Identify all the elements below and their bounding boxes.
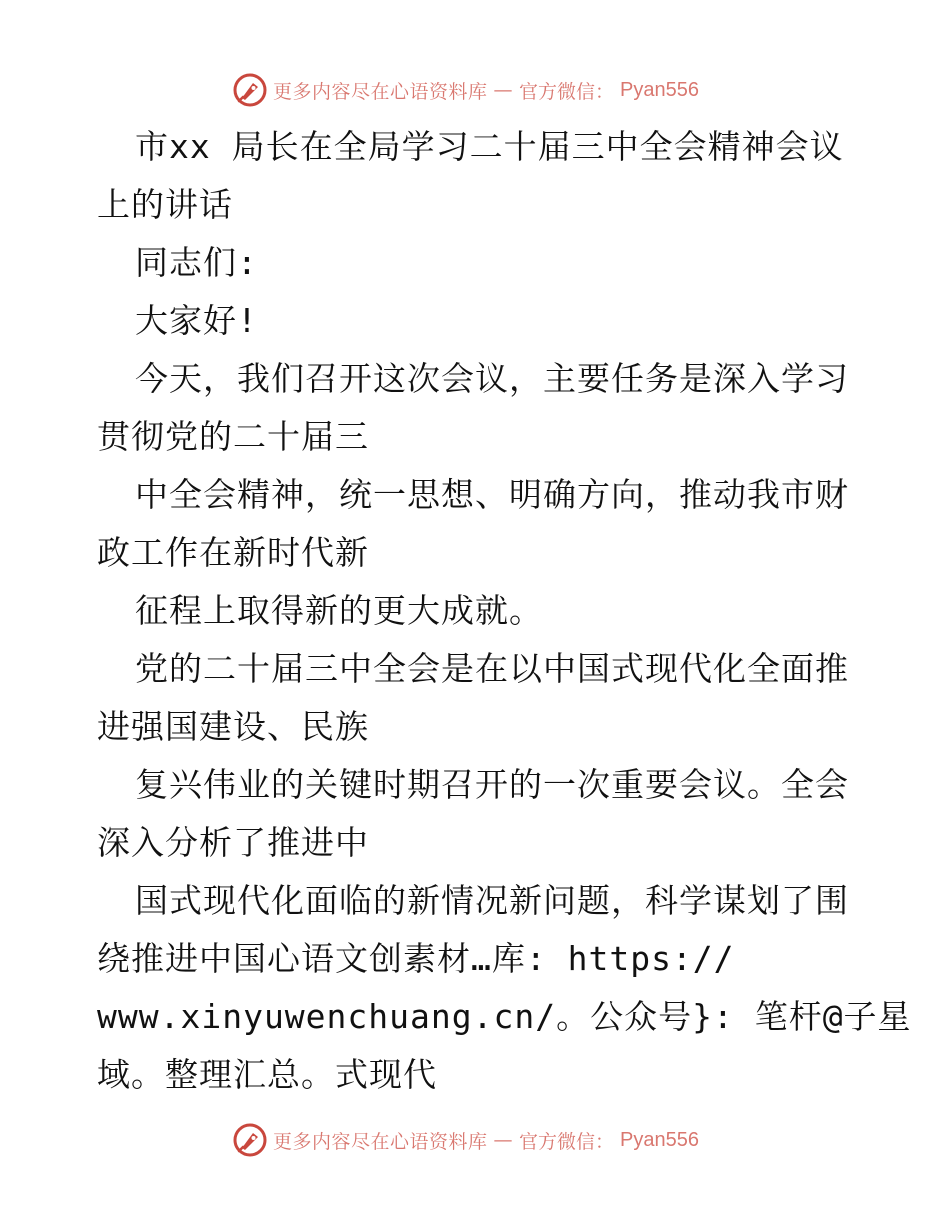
text-line: 同志们: [135,243,258,282]
document-body [97,118,912,1104]
watermark-wechat-label: 官方微信： [519,1130,615,1153]
watermark-text: 更多内容尽在心语资料库 [273,80,488,103]
text-line: 进强国建设、民族 [97,707,369,746]
text-line: 党的二十届三中全会是在以中国式现代化全面推 [135,649,849,688]
footer-watermark [233,1120,699,1160]
watermark-wechat-id: Pyan556 [620,1128,699,1151]
pen-nib-logo-icon [233,1123,267,1157]
watermark-wechat-id: Pyan556 [620,78,699,101]
text-line: 中全会精神，统一思想、明确方向，推动我市财 [135,475,849,514]
text-line: 贯彻党的二十届三 [97,417,369,456]
text-line: 政工作在新时代新 [97,533,369,572]
text-line: 绕推进中国心语文创素材…库: https:// [97,939,735,978]
text-line: 深入分析了推进中 [97,823,369,862]
text-line: 域。整理汇总。式现代 [97,1055,437,1094]
text-line: www.xinyuwenchuang.cn/。公众号}: 笔杆@子星 [97,997,912,1036]
text-line: 大家好! [135,301,258,340]
text-line: 复兴伟业的关键时期召开的一次重要会议。全会 [135,765,849,804]
text-line: 国式现代化面临的新情况新问题，科学谋划了围 [135,881,849,920]
text-line: 今天，我们召开这次会议，主要任务是深入学习 [135,359,849,398]
pen-nib-logo-icon [233,73,267,107]
text-line: 上的讲话 [97,185,233,224]
header-watermark [233,70,699,110]
text-line: 征程上取得新的更大成就。 [135,591,543,630]
watermark-text: 更多内容尽在心语资料库 [273,1130,488,1153]
watermark-dash: — [493,1129,514,1151]
watermark-dash: — [493,79,514,101]
text-line: 市xx 局长在全局学习二十届三中全会精神会议 [135,127,844,166]
watermark-wechat-label: 官方微信： [519,80,615,103]
